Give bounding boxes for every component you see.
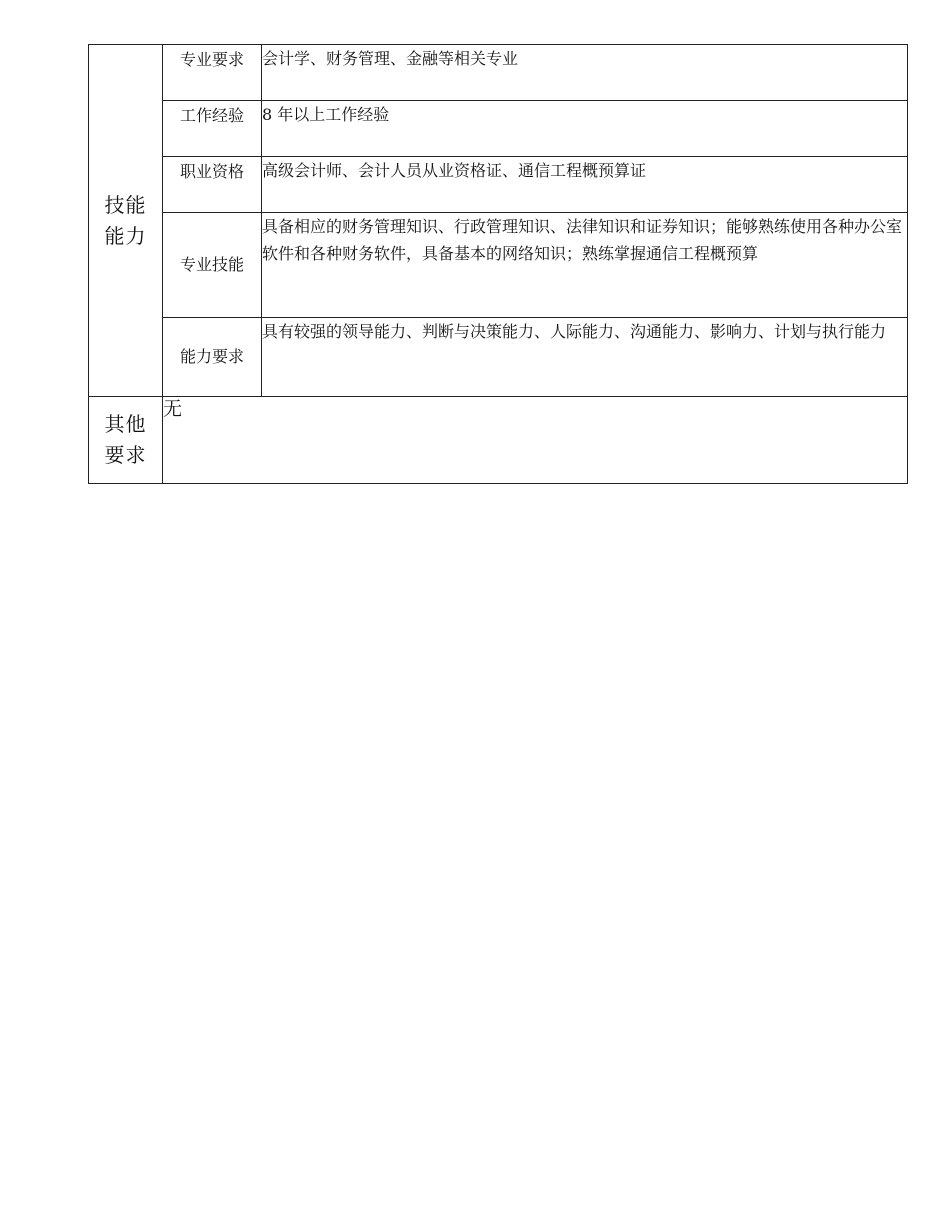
skills-group-label-cell (89, 45, 163, 397)
other-group-label-cell (89, 397, 163, 484)
other-group-label: 其他要求 (104, 412, 147, 467)
row-label-qualification: 职业资格 (163, 157, 262, 213)
row-label-major: 专业要求 (163, 45, 262, 101)
row-value-major: 会计学、财务管理、金融等相关专业 (262, 45, 908, 101)
other-value: 无 (163, 397, 908, 484)
table-row (89, 101, 908, 157)
row-label-experience: 工作经验 (163, 101, 262, 157)
row-label-professional-skills: 专业技能 (163, 213, 262, 318)
skills-group-label: 技能能力 (104, 192, 147, 248)
row-label-ability: 能力要求 (163, 318, 262, 397)
row-value-ability: 具有较强的领导能力、判断与决策能力、人际能力、沟通能力、影响力、计划与执行能力 (262, 318, 908, 397)
table-row (89, 318, 908, 397)
job-requirements-table (88, 44, 908, 484)
row-value-qualification: 高级会计师、会计人员从业资格证、通信工程概预算证 (262, 157, 908, 213)
table-row (89, 213, 908, 318)
table-row (89, 45, 908, 101)
row-value-professional-skills: 具备相应的财务管理知识、行政管理知识、法律知识和证券知识；能够熟练使用各种办公室软件和各种财务软件，具备基本的网络知识；熟练掌握通信工程概预算 (262, 213, 908, 318)
table-row (89, 157, 908, 213)
row-value-experience: 8 年以上工作经验 (262, 101, 908, 157)
table-row (89, 397, 908, 484)
